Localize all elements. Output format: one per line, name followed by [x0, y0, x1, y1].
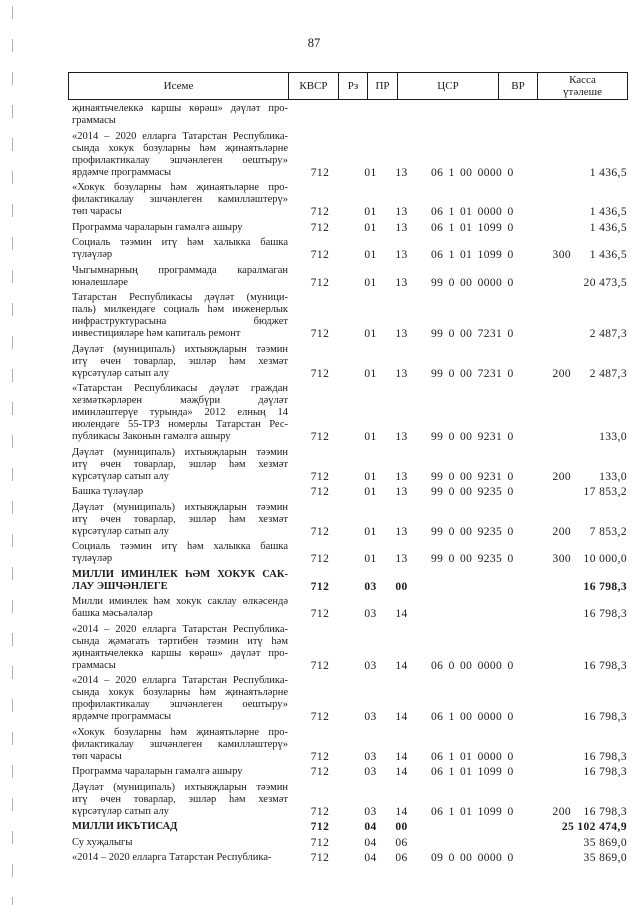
cell-pr: 14	[395, 659, 408, 672]
cell-name	[68, 237, 288, 261]
table-row	[68, 675, 628, 723]
cell-kvsr: 712	[310, 711, 330, 723]
cell-csr: 99 0 00 7231 0	[431, 367, 514, 380]
name-line: төп чарасы	[72, 206, 122, 217]
cell-rz: 01	[364, 249, 377, 261]
cell-name	[68, 103, 288, 127]
cell-kvsr: 712	[310, 553, 330, 565]
name-line: Социаль тәэмин итү һәм халыкка башка	[72, 541, 288, 552]
table-row	[68, 265, 628, 289]
cell-rz: 01	[364, 328, 377, 340]
cell-name	[68, 131, 288, 179]
cell-kassa: 10 000,0	[583, 553, 627, 565]
name-line: җинаятьчелеккә каршы көрәш» дәүләт про-	[72, 103, 288, 114]
table-header-row	[68, 72, 628, 100]
cell-name	[68, 624, 288, 672]
cell-rz: 03	[364, 766, 377, 778]
cell-kassa: 16 798,3	[583, 711, 627, 723]
name-line: төп чарасы	[72, 750, 122, 762]
cell-kassa: 1 436,5	[589, 166, 627, 179]
cell-kvsr: 712	[310, 659, 330, 672]
cell-rz: 01	[364, 431, 377, 443]
name-line: граммасы	[72, 659, 116, 671]
cell-pr: 13	[395, 470, 408, 483]
cell-kvsr: 712	[310, 766, 330, 778]
column-header-kassa-line1: Касса	[569, 74, 596, 86]
cell-rz: 03	[364, 659, 377, 672]
column-header-kassa	[538, 73, 627, 99]
cell-csr: 99 0 00 9231 0	[431, 431, 514, 443]
cell-name	[68, 292, 288, 340]
name-line: Программа чараларын гамәлгә ашыру	[72, 766, 243, 777]
table-row	[68, 821, 628, 833]
cell-pr: 13	[395, 553, 408, 565]
name-line: Чыгымнарның программада каралмаган	[72, 264, 288, 276]
cell-pr: 13	[395, 249, 408, 261]
cell-kvsr: 712	[310, 525, 330, 538]
name-line: «2014 – 2020 елларга Татарстан Республика-	[72, 130, 288, 142]
scan-margin-dashed-line	[12, 6, 13, 905]
cell-rz: 01	[364, 525, 377, 538]
cell-name	[68, 821, 288, 833]
cell-name	[68, 383, 288, 443]
cell-kvsr: 712	[310, 608, 330, 620]
cell-kvsr: 712	[310, 470, 330, 483]
cell-kassa: 20 473,5	[583, 276, 627, 289]
cell-name	[68, 569, 288, 593]
name-line: паль) милкендәге социаль һәм инженерлык	[72, 304, 288, 315]
cell-csr: 99 0 00 9235 0	[431, 525, 514, 538]
table-row	[68, 782, 628, 818]
cell-name	[68, 596, 288, 620]
name-line: ярдәмче программасы	[72, 711, 172, 722]
name-line: филактикалау эшчәнлеген камилләштерү»	[72, 194, 288, 205]
name-line: «Хокук бозуларны һәм җинаятьләрне про-	[72, 182, 288, 193]
name-line: Су хуҗалыгы	[72, 836, 133, 848]
cell-kvsr: 712	[310, 276, 330, 289]
table-row	[68, 837, 628, 849]
cell-rz: 03	[364, 805, 377, 818]
cell-kvsr: 712	[310, 750, 330, 763]
cell-name	[68, 837, 288, 849]
cell-kvsr: 712	[310, 852, 330, 864]
cell-vr: 200	[552, 470, 571, 483]
table-row	[68, 852, 628, 864]
cell-kassa: 17 853,2	[583, 486, 627, 498]
name-line: җинаятьчелеккә каршы көрәш» дәүләт про-	[72, 647, 288, 659]
cell-rz: 01	[364, 166, 377, 179]
name-line: Программа чараларын гамәлгә ашыру	[72, 221, 243, 233]
name-line: МИЛЛИ ИМИНЛЕК ҺӘМ ХОКУК САК-	[72, 568, 288, 580]
cell-pr: 14	[395, 805, 408, 818]
cell-kassa: 2 487,3	[589, 367, 627, 380]
cell-pr: 00	[395, 580, 408, 593]
table-body	[68, 100, 628, 864]
cell-name	[68, 182, 288, 218]
cell-csr: 99 0 00 9235 0	[431, 553, 514, 565]
cell-rz: 01	[364, 486, 377, 498]
cell-rz: 01	[364, 367, 377, 380]
column-header-vr: ВР	[499, 73, 538, 99]
name-line: Дәүләт (муниципаль) ихтыяҗларын тәэмин	[72, 446, 288, 458]
cell-kassa: 2 487,3	[589, 328, 627, 340]
cell-name	[68, 344, 288, 380]
cell-pr: 13	[395, 431, 408, 443]
cell-vr: 200	[552, 805, 571, 818]
cell-kvsr: 712	[310, 206, 330, 218]
cell-pr: 13	[395, 525, 408, 538]
name-line: күрсәтүләр сатып алу	[72, 525, 169, 537]
cell-rz: 04	[364, 852, 377, 864]
name-line: «Татарстан Республикасы дәүләт граждан	[72, 383, 288, 394]
cell-kassa: 133,0	[599, 431, 627, 443]
column-header-name: Исеме	[69, 73, 289, 99]
cell-kvsr: 712	[310, 821, 330, 833]
cell-csr: 06 1 01 1099 0	[431, 249, 514, 261]
cell-kassa: 16 798,3	[583, 766, 627, 778]
cell-rz: 01	[364, 206, 377, 218]
table-row	[68, 131, 628, 179]
cell-kvsr: 712	[310, 805, 330, 818]
table-row	[68, 383, 628, 443]
cell-pr: 14	[395, 711, 408, 723]
name-line: граммасы	[72, 115, 116, 126]
cell-kassa: 16 798,3	[583, 608, 627, 620]
name-line: күрсәтүләр сатып алу	[72, 470, 169, 482]
cell-rz: 01	[364, 221, 377, 234]
name-line: Татарстан Республикасы дәүләт (муници-	[72, 292, 288, 303]
table-row	[68, 182, 628, 218]
cell-name	[68, 541, 288, 565]
cell-csr: 06 0 00 0000 0	[431, 659, 514, 672]
name-line: күрсәтүләр сатып алу	[72, 367, 169, 379]
cell-rz: 01	[364, 553, 377, 565]
cell-rz: 04	[364, 836, 377, 849]
cell-pr: 13	[395, 221, 408, 234]
cell-kassa: 16 798,3	[583, 580, 627, 593]
cell-name	[68, 447, 288, 483]
cell-csr: 06 1 01 0000 0	[431, 206, 514, 218]
name-line: юнәлешләре	[72, 276, 128, 288]
cell-rz: 03	[364, 750, 377, 763]
cell-name	[68, 782, 288, 818]
table-row	[68, 766, 628, 778]
name-line: итү өчен товарлар, эшләр һәм хезмәт	[72, 355, 288, 367]
cell-kvsr: 712	[310, 328, 330, 340]
table-row	[68, 103, 628, 127]
table-row	[68, 502, 628, 538]
budget-table	[68, 72, 628, 868]
name-line: итү өчен товарлар, эшләр һәм хезмәт	[72, 458, 288, 470]
cell-kassa: 133,0	[599, 470, 627, 483]
cell-name	[68, 486, 288, 498]
cell-rz: 01	[364, 276, 377, 289]
cell-kassa: 7 853,2	[589, 525, 627, 538]
cell-csr: 99 0 00 9235 0	[431, 486, 514, 498]
cell-kvsr: 712	[310, 367, 330, 380]
table-row	[68, 569, 628, 593]
cell-pr: 13	[395, 206, 408, 218]
cell-kassa: 35 869,0	[583, 836, 627, 849]
cell-vr: 300	[552, 553, 571, 565]
cell-name	[68, 502, 288, 538]
column-header-kassa-line2: үтәлеше	[563, 86, 602, 98]
cell-kvsr: 712	[310, 580, 330, 593]
cell-pr: 14	[395, 766, 408, 778]
cell-kassa: 16 798,3	[583, 805, 627, 818]
cell-csr: 06 1 00 0000 0	[431, 166, 514, 179]
table-row	[68, 447, 628, 483]
cell-rz: 03	[364, 608, 377, 620]
cell-kassa: 25 102 474,9	[561, 821, 627, 833]
name-line: түләүләр	[72, 249, 113, 260]
cell-csr: 09 0 00 0000 0	[431, 852, 514, 864]
name-line: «2014 – 2020 елларга Татарстан Республика-	[72, 623, 288, 635]
cell-pr: 14	[395, 750, 408, 763]
name-line: филактикалау эшчәнлеген камилләштерү»	[72, 738, 288, 750]
cell-pr: 13	[395, 166, 408, 179]
name-line: Башка түләүләр	[72, 486, 144, 497]
name-line: итү өчен товарлар, эшләр һәм хезмәт	[72, 793, 288, 805]
name-line: «2014 – 2020 елларга Татарстан Республика-	[72, 852, 272, 863]
cell-rz: 03	[364, 711, 377, 723]
name-line: публикасы Законын гамәлгә ашыру	[72, 431, 231, 442]
name-line: «2014 – 2020 елларга Татарстан Республика-	[72, 675, 288, 686]
cell-name	[68, 766, 288, 778]
name-line: сында җәмәгать тәртибен тәэмин итү һәм	[72, 635, 288, 647]
name-line: МИЛЛИ ИКЪТИСАД	[72, 821, 178, 832]
table-row	[68, 292, 628, 340]
table-row	[68, 596, 628, 620]
cell-csr: 06 1 00 0000 0	[431, 711, 514, 723]
name-line: «Хокук бозуларны һәм җинаятьләрне про-	[72, 726, 288, 738]
cell-kvsr: 712	[310, 221, 330, 234]
cell-csr: 06 1 01 0000 0	[431, 750, 514, 763]
column-header-rz: Рз	[339, 73, 368, 99]
name-line: Социаль тәэмин итү һәм халыкка башка	[72, 237, 288, 248]
name-line: профилактикалау эшчәнлеген оештыру»	[72, 154, 288, 166]
name-line: иминләштерүе турында» 2012 елның 14	[72, 407, 288, 418]
cell-pr: 06	[395, 836, 408, 849]
table-row	[68, 624, 628, 672]
name-line: июлендәге 55-ТРЗ номерлы Татарстан Рес-	[72, 419, 288, 430]
name-line: башка мәсьәләләр	[72, 608, 153, 619]
name-line: Дәүләт (муниципаль) ихтыяҗларын тәэмин	[72, 781, 288, 793]
name-line: профилактикалау эшчәнлеген оештыру»	[72, 699, 288, 710]
name-line: Милли иминлек һәм хокук саклау өлкәсендә	[72, 596, 288, 607]
name-line: Дәүләт (муниципаль) ихтыяҗларын тәэмин	[72, 501, 288, 513]
cell-csr: 99 0 00 9231 0	[431, 470, 514, 483]
cell-pr: 14	[395, 608, 408, 620]
cell-kassa: 1 436,5	[589, 206, 627, 218]
column-header-csr: ЦСР	[398, 73, 499, 99]
name-line: хезмәткәрләрен мәҗбүри дәүләт	[72, 395, 288, 406]
cell-kvsr: 712	[310, 431, 330, 443]
cell-vr: 200	[552, 525, 571, 538]
name-line: Дәүләт (муниципаль) ихтыяҗларын тәэмин	[72, 343, 288, 355]
cell-kassa: 35 869,0	[583, 852, 627, 864]
table-row	[68, 541, 628, 565]
name-line: ЛАУ ЭШЧӘНЛЕГЕ	[72, 580, 168, 592]
table-row	[68, 486, 628, 498]
cell-kvsr: 712	[310, 166, 330, 179]
table-row	[68, 344, 628, 380]
cell-name	[68, 222, 288, 234]
cell-csr: 06 1 01 1099 0	[431, 805, 514, 818]
cell-csr: 99 0 00 0000 0	[431, 276, 514, 289]
cell-kvsr: 712	[310, 486, 330, 498]
table-row	[68, 727, 628, 763]
cell-vr: 200	[552, 367, 571, 380]
cell-csr: 99 0 00 7231 0	[431, 328, 514, 340]
cell-name	[68, 265, 288, 289]
name-line: инфраструктурасына бюджет	[72, 316, 288, 327]
cell-kassa: 1 436,5	[589, 249, 627, 261]
cell-vr: 300	[552, 249, 571, 261]
cell-kassa: 16 798,3	[583, 659, 627, 672]
name-line: сында хокук бозуларны һәм җинаятьләрне	[72, 142, 288, 154]
cell-rz: 03	[364, 580, 377, 593]
table-row	[68, 237, 628, 261]
cell-name	[68, 852, 288, 864]
cell-pr: 13	[395, 367, 408, 380]
cell-pr: 00	[395, 821, 408, 833]
cell-pr: 06	[395, 852, 408, 864]
name-line: инвестицияләре һәм капиталь ремонт	[72, 328, 241, 339]
cell-rz: 01	[364, 470, 377, 483]
name-line: итү өчен товарлар, эшләр һәм хезмәт	[72, 513, 288, 525]
name-line: күрсәтүләр сатып алу	[72, 805, 169, 817]
cell-csr: 06 1 01 1099 0	[431, 221, 514, 234]
cell-name	[68, 727, 288, 763]
cell-kassa: 16 798,3	[583, 750, 627, 763]
cell-kassa: 1 436,5	[589, 221, 627, 234]
cell-pr: 13	[395, 328, 408, 340]
cell-csr: 06 1 01 1099 0	[431, 766, 514, 778]
cell-kvsr: 712	[310, 249, 330, 261]
cell-pr: 13	[395, 486, 408, 498]
name-line: ярдәмче программасы	[72, 166, 172, 178]
cell-name	[68, 675, 288, 723]
name-line: түләүләр	[72, 553, 113, 564]
cell-pr: 13	[395, 276, 408, 289]
page-number: 87	[307, 36, 321, 50]
column-header-pr: ПР	[368, 73, 398, 99]
column-header-kvsr: КВСР	[289, 73, 339, 99]
cell-kvsr: 712	[310, 836, 330, 849]
cell-rz: 04	[364, 821, 377, 833]
table-row	[68, 222, 628, 234]
name-line: сында хокук бозуларны һәм җинаятьләрне	[72, 687, 288, 698]
